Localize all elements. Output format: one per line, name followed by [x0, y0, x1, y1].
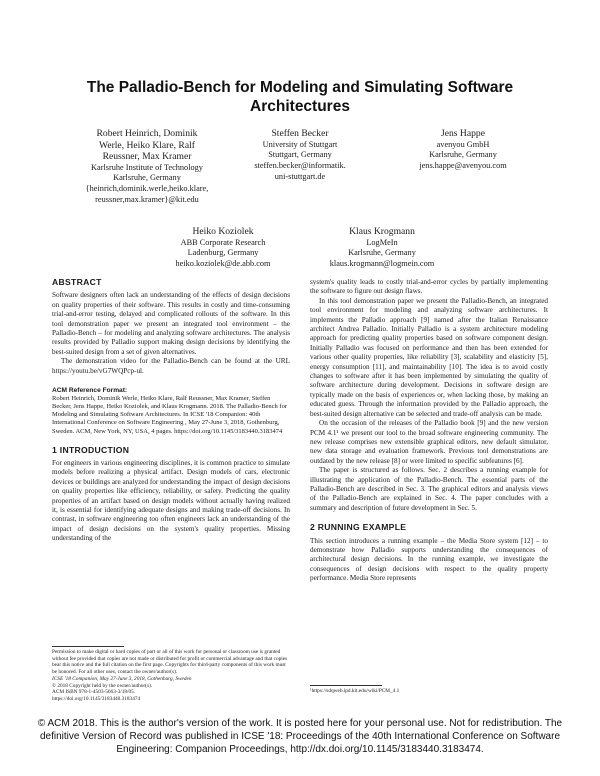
- permission-footnote: Permission to make digital or hard copies of part or all of this work for personal or classroom use is granted without fee provided that copies are not made or distributed for profit or commercial advantage and that copies bear this notice and the full citation on the first page. Copyrights for third-party components of this work must be honored. For all other uses, contact the owner/author(s). ICSE '18 Companion, May 27-June 3, 2018, Gothenburg, Sweden © 2018 Copyright held by the owner/author(s). ACM ISBN 978-1-4503-5663-3/18/05. https://doi.org/10.1145/3183440.3183474: [52, 649, 288, 702]
- right-paragraph-1: system's quality leads to costly trial-and-error cycles by partially implementing the software to figure out design flaws.: [310, 278, 548, 296]
- author-affiliation: Karlsruhe Institute of Technology Karlsruhe, Germany: [91, 162, 203, 183]
- pcm-url-footnote: ¹https://sdqweb.ipd.kit.edu/wiki/PCM_4.1: [310, 688, 400, 694]
- author-name: Klaus Krogmann: [349, 226, 415, 237]
- abstract-paragraph: Software designers often lack an understanding of the effects of design decisions on quality properties of their software. This results in costly and time-consuming trial-and-error testing, delayed and complicated rollouts of the software. In this tool demonstration paper we present an integrated tool environment – the Palladio-Bench – for modeling and analyzing software architectures. The analysis results provided by Palladio support making design decisions by identifying the best-suited design from a set of given alternatives.: [52, 291, 290, 356]
- acm-reference: [52, 387, 290, 436]
- author-affiliation: ABB Corporate Research Ladenburg, Germany: [180, 237, 266, 258]
- abstract-heading: ABSTRACT: [52, 277, 102, 287]
- copyright-notice: © ACM 2018. This is the author's version of the work. It is posted here for your personal use. Not for redistribution. The definitive Version of Record was published in ICSE '18: Proceedings of the 40th International Conference on Software Engineering: Companion Proceedings, http://dx.doi.org/10.1145/3183440.3183474.: [37, 718, 563, 755]
- author-block-avenyou: [388, 128, 538, 172]
- footnote-rule-right: [310, 685, 382, 686]
- acm-reference-label: ACM Reference Format:: [52, 387, 128, 395]
- author-affiliation: University of Stuttgart Stuttgart, Germany: [262, 139, 338, 160]
- author-affiliation: avenyou GmbH Karlsruhe, Germany: [429, 139, 497, 160]
- abstract-video-paragraph: The demonstration video for the Palladio-Bench can be found at the URL https://youtu.be/vG7WQPcp-ul.: [52, 357, 290, 375]
- author-block-abb: [148, 226, 298, 270]
- right-paragraph-4: The paper is structured as follows. Sec. 2 describes a running example for illustrating the application of the Palladio-Bench. The essential parts of the Palladio-Bench are described in Sec. 3. The graphical editors and analysis views of the Palladio-Bench are explained in Sec. 4. The paper concludes with a summary and description of future development in Sec. 5.: [310, 466, 548, 512]
- introduction-heading: 1 INTRODUCTION: [52, 444, 130, 455]
- footnote-rule-left: [52, 646, 124, 647]
- author-email: steffen.becker@informatik. uni-stuttgart.de: [254, 161, 346, 181]
- author-block-logmein: [306, 226, 458, 270]
- right-paragraph-3: On the occasion of the releases of the Palladio book [9] and the new version PCM 4.1¹ we present our tool to the broad software engineering community. The new release comprises new extensible graphical editors, new default simulator, new data storage and evaluation framework. Previous tool demonstrations are outdated by the new release [8] or were limited to specific subfeatures [6].: [310, 419, 548, 465]
- introduction-paragraph: For engineers in various engineering disciplines, it is common practice to simulate models before realizing a physical artifact. Design models of cars, electronic devices or buildings are analyzed for understanding the impact of design decisions on quality properties like efficiency, reliability, or safety. Predicting the quality properties of an artifact based on design models without actually having realized it, is essential for identifying adequate designs and making trade-off decisions. In contrast, in software engineering too often engineers lack an understanding of the impact of design decisions on the system's quality properties. Missing understanding of the: [52, 459, 290, 543]
- author-email: klaus.krogmann@logmein.com: [329, 259, 435, 269]
- author-name: Heiko Koziolek: [192, 226, 254, 237]
- right-paragraph-2: In this tool demonstration paper we present the Palladio-Bench, an integrated tool environment for modeling and analyzing software architectures. It implements the Palladio approach [9] named after the Italian Renaissance architect Andrea Palladio. Initially Palladio is a system architecture modeling approach for predicting quality properties based on software component design. Initially Palladio was focused on performance and then has been extended for various other quality properties, like reliability [3], scalability and elasticity [5], energy consumption [11], and maintainability [10]. The idea is to avoid costly changes to software after it has been implemented by simulating the quality of software architecture during development. Decisions in software design are typically made on the basis of experiences or, when lacking those, by making an educated guess. Through the information provided by the Palladio approach, the best-suited design alternative can be selected and trade-off analysis can be made.: [310, 296, 548, 418]
- author-name: Robert Heinrich, Dominik Werle, Heiko Klare, Ralf Reussner, Max Kramer: [96, 128, 198, 162]
- author-block-kit: [62, 128, 232, 206]
- author-email: heiko.koziolek@de.abb.com: [175, 259, 271, 269]
- author-email: {heinrich,dominik.werle,heiko.klare, reussner,max.kramer}@kit.edu: [85, 184, 209, 204]
- acm-reference-text: Robert Heinrich, Dominik Werle, Heiko Klare, Ralf Reussner, Max Kramer, Steffen Becker, Jens Happe, Heiko Koziolek, and Klaus Krogmann. 2018. The Palladio-Bench for Modeling and Simulating Software Architectures. In ICSE '18 Companion: 40th International Conference on Software Engineering , May 27-June 3, 2018, Gothenburg, Sweden. ACM, New York, NY, USA, 4 pages. https://doi.org/10.1145/3183440.3183474: [52, 395, 288, 435]
- running-example-heading: 2 RUNNING EXAMPLE: [310, 522, 407, 533]
- author-email: jens.happe@avenyou.com: [419, 161, 507, 171]
- paper-title: The Palladio-Bench for Modeling and Simulating Software Architectures: [86, 79, 514, 115]
- author-block-stuttgart: [226, 128, 374, 183]
- author-name: Jens Happe: [441, 128, 485, 139]
- running-example-paragraph: This section introduces a running example – the Media Store system [12] – to demonstrate how Palladio supports understanding the consequences of architectural design decisions. In the running example, we investigate the consequences of design decisions with respect to the quality property performance. Media Store represents: [310, 536, 548, 583]
- author-affiliation: LogMeIn Karlsruhe, Germany: [348, 237, 416, 258]
- author-name: Steffen Becker: [271, 128, 329, 139]
- left-column: [52, 278, 290, 544]
- right-column: [310, 278, 548, 584]
